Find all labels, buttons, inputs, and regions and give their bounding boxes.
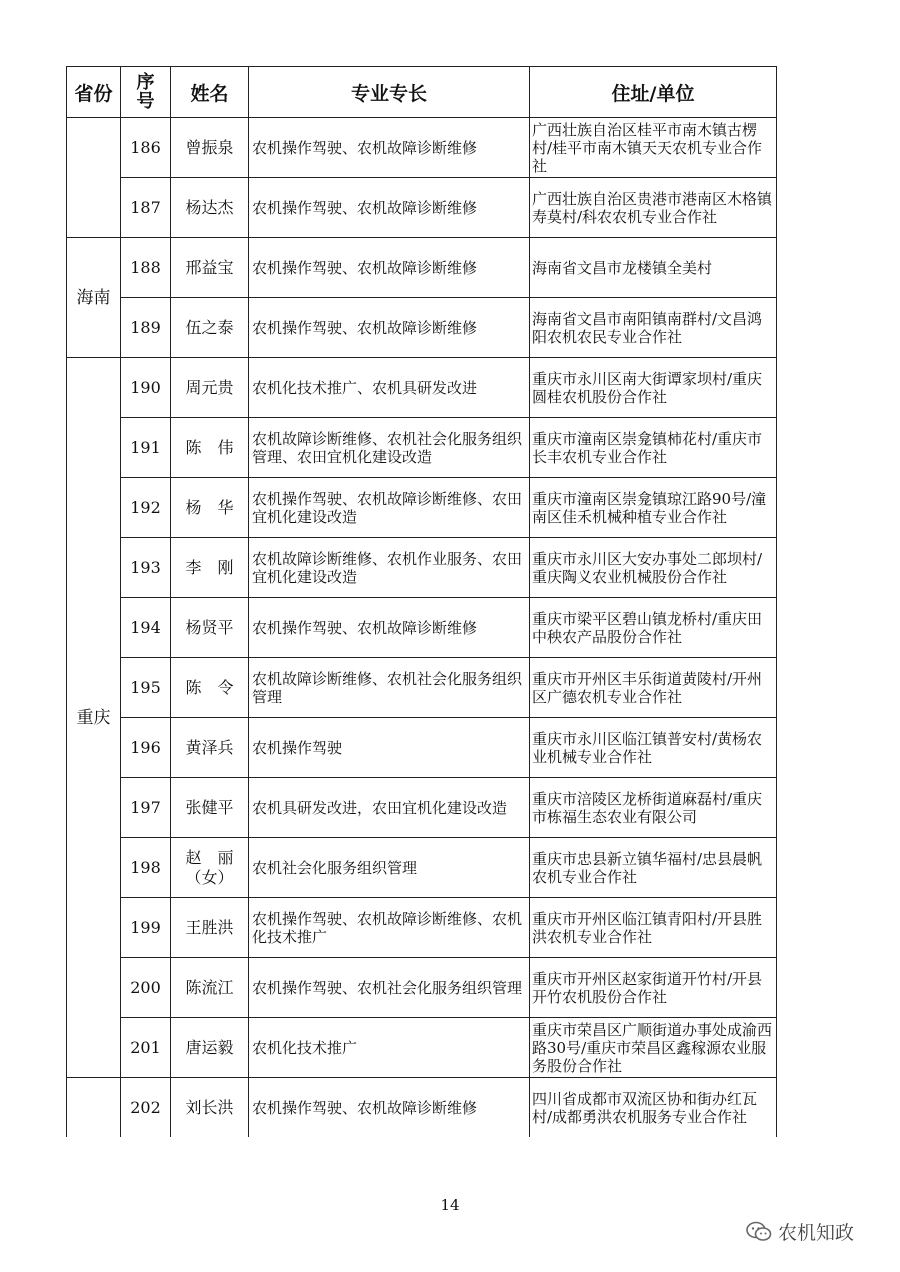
table-row xyxy=(67,598,777,658)
table-row xyxy=(67,478,777,538)
address-cell-text: 重庆市开州区丰乐街道黄陵村/开州区广德农机专业合作社 xyxy=(532,669,763,706)
name-cell: 李 刚 xyxy=(171,538,249,598)
address-cell xyxy=(530,958,777,1018)
name-cell: 曾振泉 xyxy=(171,118,249,178)
table-row xyxy=(67,898,777,958)
table-row xyxy=(67,1078,777,1138)
seq-cell: 201 xyxy=(121,1018,171,1078)
address-cell xyxy=(530,178,777,238)
address-cell-text: 重庆市涪陵区龙桥街道麻磊村/重庆市栋福生态农业有限公司 xyxy=(532,789,763,826)
specialty-cell xyxy=(249,418,530,478)
specialty-cell-text: 农机故障诊断维修、农机社会化服务组织管理 xyxy=(252,669,523,706)
specialty-cell xyxy=(249,118,530,178)
address-cell xyxy=(530,238,777,298)
address-cell-text: 重庆市永川区大安办事处二郎坝村/重庆陶义农业机械股份合作社 xyxy=(532,549,763,586)
address-cell-text: 重庆市梁平区碧山镇龙桥村/重庆田中秧农产品股份合作社 xyxy=(532,609,763,646)
specialty-cell xyxy=(249,898,530,958)
address-cell-text: 重庆市开州区赵家街道开竹村/开县开竹农机股份合作社 xyxy=(532,969,763,1006)
specialty-cell xyxy=(249,298,530,358)
watermark xyxy=(746,1218,854,1245)
specialty-cell-text: 农机故障诊断维修、农机社会化服务组织管理、农田宜机化建设改造 xyxy=(252,429,523,466)
address-cell-text: 四川省成都市双流区协和街办红瓦村/成都勇洪农机服务专业合作社 xyxy=(532,1089,758,1126)
address-cell-text: 重庆市忠县新立镇华福村/忠县晨帆农机专业合作社 xyxy=(532,849,763,886)
specialty-cell-text: 农机化技术推广 xyxy=(252,1038,358,1057)
address-cell-text: 广西壮族自治区桂平市南木镇古楞村/桂平市南木镇天天农机专业合作社 xyxy=(532,120,763,175)
specialty-cell xyxy=(249,538,530,598)
address-cell xyxy=(530,1078,777,1138)
name-cell: 伍之泰 xyxy=(171,298,249,358)
specialty-cell-text: 农机操作驾驶、农机故障诊断维修 xyxy=(252,618,478,637)
seq-cell: 194 xyxy=(121,598,171,658)
address-cell xyxy=(530,358,777,418)
table-header-row xyxy=(67,67,777,118)
specialty-cell-text: 农机操作驾驶 xyxy=(252,738,343,757)
name-cell: 杨达杰 xyxy=(171,178,249,238)
specialty-cell xyxy=(249,958,530,1018)
seq-cell: 196 xyxy=(121,718,171,778)
seq-cell: 187 xyxy=(121,178,171,238)
specialty-cell-text: 农机操作驾驶、农机故障诊断维修 xyxy=(252,258,478,277)
specialty-cell xyxy=(249,778,530,838)
address-cell xyxy=(530,418,777,478)
seq-cell: 200 xyxy=(121,958,171,1018)
seq-cell: 197 xyxy=(121,778,171,838)
name-cell: 周元贵 xyxy=(171,358,249,418)
address-cell xyxy=(530,538,777,598)
seq-cell: 189 xyxy=(121,298,171,358)
watermark-text: 农机知政 xyxy=(778,1222,855,1244)
specialty-cell xyxy=(249,658,530,718)
seq-cell: 190 xyxy=(121,358,171,418)
table-row xyxy=(67,838,777,898)
seq-cell: 199 xyxy=(121,898,171,958)
name-cell: 杨 华 xyxy=(171,478,249,538)
name-cell: 唐运毅 xyxy=(171,1018,249,1078)
personnel-table-wrapper xyxy=(66,66,777,1137)
seq-cell: 186 xyxy=(121,118,171,178)
specialty-cell xyxy=(249,358,530,418)
specialty-cell xyxy=(249,478,530,538)
header-seq xyxy=(121,67,171,118)
address-cell-text: 重庆市永川区南大街谭家坝村/重庆圆桂农机股份合作社 xyxy=(532,369,763,406)
header-name: 姓名 xyxy=(171,67,249,118)
specialty-cell-text: 农机操作驾驶、农机社会化服务组织管理 xyxy=(252,978,523,997)
province-cell xyxy=(67,1078,121,1138)
specialty-cell-text: 农机操作驾驶、农机故障诊断维修、农机化技术推广 xyxy=(252,909,523,946)
address-cell xyxy=(530,478,777,538)
page-number: 14 xyxy=(440,1196,460,1214)
specialty-cell-text: 农机化技术推广、农机具研发改进 xyxy=(252,378,478,397)
name-cell: 陈流江 xyxy=(171,958,249,1018)
table-row xyxy=(67,958,777,1018)
seq-cell: 198 xyxy=(121,838,171,898)
name-cell: 杨贤平 xyxy=(171,598,249,658)
address-cell xyxy=(530,838,777,898)
specialty-cell-text: 农机具研发改进，农田宜机化建设改造 xyxy=(252,798,508,817)
address-cell-text: 重庆市荣昌区广顺街道办事处成渝西路30号/重庆市荣昌区鑫稼源农业服务股份合作社 xyxy=(532,1020,773,1075)
address-cell-text: 重庆市永川区临江镇普安村/黄杨农业机械专业合作社 xyxy=(532,729,763,766)
name-cell: 刘长洪 xyxy=(171,1078,249,1138)
address-cell xyxy=(530,898,777,958)
province-cell xyxy=(67,118,121,238)
name-cell: 陈 伟 xyxy=(171,418,249,478)
address-cell-text: 广西壮族自治区贵港市港南区木格镇寿莫村/科农农机专业合作社 xyxy=(532,189,773,226)
personnel-table xyxy=(66,66,777,1137)
specialty-cell-text: 农机故障诊断维修、农机作业服务、农田宜机化建设改造 xyxy=(252,549,523,586)
wechat-icon xyxy=(746,1221,772,1243)
specialty-cell-text: 农机操作驾驶、农机故障诊断维修、农田宜机化建设改造 xyxy=(252,489,523,526)
table-row xyxy=(67,298,777,358)
table-row xyxy=(67,118,777,178)
seq-cell: 202 xyxy=(121,1078,171,1138)
table-row xyxy=(67,178,777,238)
specialty-cell xyxy=(249,238,530,298)
address-cell-text: 重庆市开州区临江镇青阳村/开县胜洪农机专业合作社 xyxy=(532,909,763,946)
table-row xyxy=(67,358,777,418)
table-row xyxy=(67,778,777,838)
specialty-cell xyxy=(249,598,530,658)
name-cell: 邢益宝 xyxy=(171,238,249,298)
address-cell xyxy=(530,718,777,778)
table-body xyxy=(67,118,777,1138)
specialty-cell-text: 农机社会化服务组织管理 xyxy=(252,858,418,877)
seq-cell: 191 xyxy=(121,418,171,478)
table-row xyxy=(67,538,777,598)
specialty-cell-text: 农机操作驾驶、农机故障诊断维修 xyxy=(252,1098,478,1117)
table-row xyxy=(67,418,777,478)
header-province: 省份 xyxy=(67,67,121,118)
table-row xyxy=(67,718,777,778)
address-cell-text: 重庆市潼南区崇龛镇柿花村/重庆市长丰农机专业合作社 xyxy=(532,429,763,466)
address-cell xyxy=(530,658,777,718)
specialty-cell xyxy=(249,838,530,898)
header-address: 住址/单位 xyxy=(530,67,777,118)
address-cell-text: 重庆市潼南区崇龛镇琼江路90号/潼南区佳禾机械种植专业合作社 xyxy=(532,489,767,526)
seq-cell: 192 xyxy=(121,478,171,538)
table-row xyxy=(67,1018,777,1078)
province-cell: 重庆 xyxy=(67,358,121,1078)
specialty-cell-text: 农机操作驾驶、农机故障诊断维修 xyxy=(252,318,478,337)
specialty-cell xyxy=(249,718,530,778)
address-cell xyxy=(530,598,777,658)
seq-cell: 195 xyxy=(121,658,171,718)
name-cell: 黄泽兵 xyxy=(171,718,249,778)
seq-cell: 188 xyxy=(121,238,171,298)
specialty-cell xyxy=(249,1018,530,1078)
address-cell xyxy=(530,1018,777,1078)
specialty-cell-text: 农机操作驾驶、农机故障诊断维修 xyxy=(252,138,478,157)
address-cell xyxy=(530,298,777,358)
name-cell: 张健平 xyxy=(171,778,249,838)
seq-cell: 193 xyxy=(121,538,171,598)
header-seq-text: 序号 xyxy=(136,72,155,112)
name-cell: 王胜洪 xyxy=(171,898,249,958)
address-cell xyxy=(530,118,777,178)
specialty-cell xyxy=(249,1078,530,1138)
name-cell: 赵 丽 （女） xyxy=(171,838,249,898)
header-specialty: 专业专长 xyxy=(249,67,530,118)
province-cell: 海南 xyxy=(67,238,121,358)
name-cell: 陈 令 xyxy=(171,658,249,718)
table-row xyxy=(67,658,777,718)
address-cell-text: 海南省文昌市龙楼镇全美村 xyxy=(532,258,713,277)
table-row xyxy=(67,238,777,298)
address-cell-text: 海南省文昌市南阳镇南群村/文昌鸿阳农机农民专业合作社 xyxy=(532,309,763,346)
specialty-cell xyxy=(249,178,530,238)
address-cell xyxy=(530,778,777,838)
specialty-cell-text: 农机操作驾驶、农机故障诊断维修 xyxy=(252,198,478,217)
